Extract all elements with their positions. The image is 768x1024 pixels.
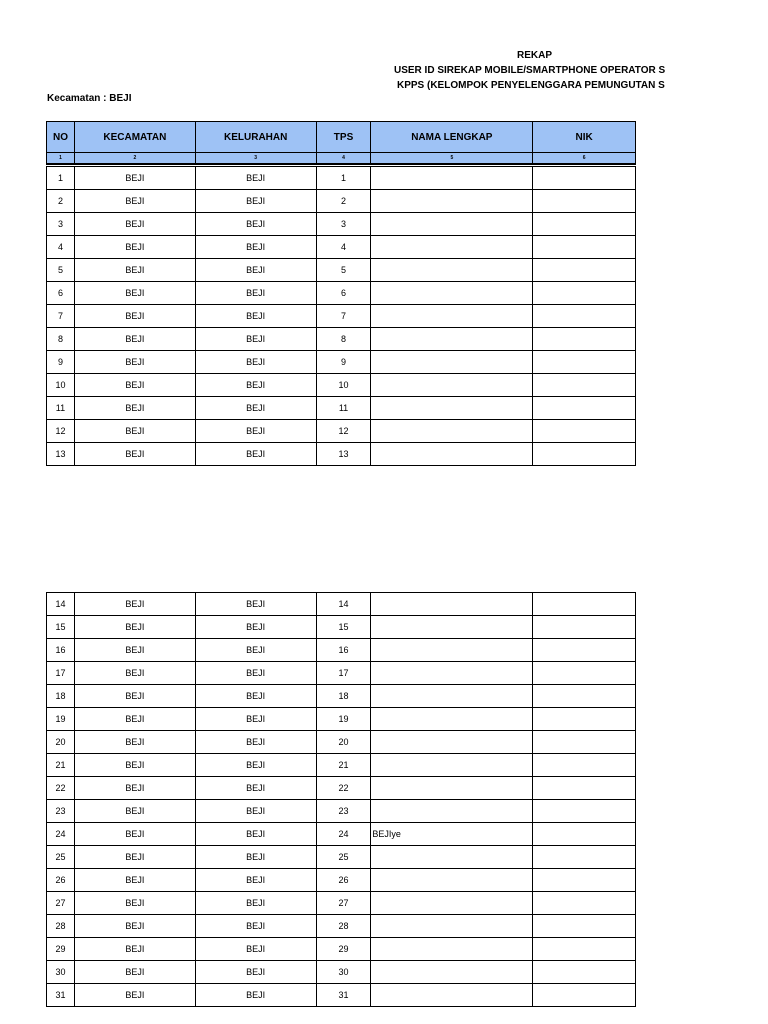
cell-kelurahan[interactable]: BEJI [195, 869, 316, 892]
cell-no[interactable]: 10 [47, 374, 75, 397]
cell-nik[interactable] [533, 420, 636, 443]
cell-kelurahan[interactable]: BEJI [195, 420, 316, 443]
table-row [47, 236, 636, 259]
cell-nama-lengkap[interactable] [371, 915, 533, 938]
cell-kecamatan[interactable]: BEJI [74, 351, 195, 374]
cell-kecamatan[interactable]: BEJI [74, 823, 195, 846]
cell-tps[interactable]: 29 [316, 938, 371, 961]
cell-kelurahan[interactable]: BEJI [195, 213, 316, 236]
cell-tps[interactable]: 6 [316, 282, 371, 305]
cell-nama-lengkap[interactable] [371, 443, 533, 466]
cell-tps[interactable]: 3 [316, 213, 371, 236]
cell-no[interactable]: 12 [47, 420, 75, 443]
cell-kelurahan[interactable]: BEJI [195, 662, 316, 685]
table-row [47, 167, 636, 190]
cell-nik[interactable] [533, 639, 636, 662]
cell-kecamatan[interactable]: BEJI [74, 708, 195, 731]
table-row [47, 823, 636, 846]
cell-nik[interactable] [533, 236, 636, 259]
cell-nama-lengkap[interactable] [371, 892, 533, 915]
table-row [47, 869, 636, 892]
cell-tps[interactable]: 16 [316, 639, 371, 662]
table-row [47, 259, 636, 282]
cell-nama-lengkap[interactable] [371, 190, 533, 213]
table-row [47, 374, 636, 397]
cell-tps[interactable]: 10 [316, 374, 371, 397]
table-row [47, 731, 636, 754]
cell-nama-lengkap[interactable] [371, 374, 533, 397]
cell-nik[interactable] [533, 282, 636, 305]
header-row [47, 122, 636, 153]
cell-kelurahan[interactable]: BEJI [195, 259, 316, 282]
header-kecamatan: KECAMATAN [74, 122, 195, 153]
cell-tps[interactable]: 8 [316, 328, 371, 351]
cell-tps[interactable]: 18 [316, 685, 371, 708]
cell-kelurahan[interactable]: BEJI [195, 328, 316, 351]
cell-kelurahan[interactable]: BEJI [195, 892, 316, 915]
cell-nik[interactable] [533, 685, 636, 708]
table-row [47, 328, 636, 351]
cell-nik[interactable] [533, 259, 636, 282]
cell-nik[interactable] [533, 823, 636, 846]
cell-kecamatan[interactable]: BEJI [74, 593, 195, 616]
cell-kecamatan[interactable]: BEJI [74, 282, 195, 305]
cell-no[interactable]: 25 [47, 846, 75, 869]
cell-nama-lengkap[interactable] [371, 984, 533, 1007]
cell-no[interactable]: 21 [47, 754, 75, 777]
cell-nik[interactable] [533, 443, 636, 466]
cell-kecamatan[interactable]: BEJI [74, 961, 195, 984]
cell-tps[interactable]: 20 [316, 731, 371, 754]
cell-kelurahan[interactable]: BEJI [195, 754, 316, 777]
cell-no[interactable]: 18 [47, 685, 75, 708]
cell-nama-lengkap[interactable] [371, 420, 533, 443]
header-kelurahan: KELURAHAN [195, 122, 316, 153]
table-row [47, 420, 636, 443]
cell-kecamatan[interactable]: BEJI [74, 616, 195, 639]
cell-nama-lengkap[interactable] [371, 685, 533, 708]
cell-no[interactable]: 11 [47, 397, 75, 420]
cell-no[interactable]: 6 [47, 282, 75, 305]
cell-nama-lengkap[interactable] [371, 236, 533, 259]
cell-kelurahan[interactable]: BEJI [195, 593, 316, 616]
cell-kelurahan[interactable]: BEJI [195, 915, 316, 938]
table-row [47, 305, 636, 328]
cell-tps[interactable]: 22 [316, 777, 371, 800]
cell-tps[interactable]: 4 [316, 236, 371, 259]
cell-nama-lengkap[interactable] [371, 639, 533, 662]
cell-kecamatan[interactable]: BEJI [74, 397, 195, 420]
cell-tps[interactable]: 25 [316, 846, 371, 869]
cell-tps[interactable]: 28 [316, 915, 371, 938]
cell-kecamatan[interactable]: BEJI [74, 443, 195, 466]
cell-no[interactable]: 24 [47, 823, 75, 846]
cell-kecamatan[interactable]: BEJI [74, 190, 195, 213]
cell-no[interactable]: 23 [47, 800, 75, 823]
header-nik: NIK [533, 122, 636, 153]
cell-nama-lengkap[interactable] [371, 938, 533, 961]
cell-kecamatan[interactable]: BEJI [74, 662, 195, 685]
cell-nik[interactable] [533, 777, 636, 800]
cell-nik[interactable] [533, 846, 636, 869]
cell-kelurahan[interactable]: BEJI [195, 305, 316, 328]
cell-nama-lengkap[interactable] [371, 351, 533, 374]
cell-nik[interactable] [533, 915, 636, 938]
table-row [47, 800, 636, 823]
cell-kecamatan[interactable]: BEJI [74, 846, 195, 869]
cell-kecamatan[interactable]: BEJI [74, 420, 195, 443]
cell-kelurahan[interactable]: BEJI [195, 708, 316, 731]
cell-kelurahan[interactable]: BEJI [195, 800, 316, 823]
cell-no[interactable]: 26 [47, 869, 75, 892]
cell-kelurahan[interactable]: BEJI [195, 777, 316, 800]
cell-kecamatan[interactable]: BEJI [74, 938, 195, 961]
cell-kecamatan[interactable]: BEJI [74, 328, 195, 351]
cell-kecamatan[interactable]: BEJI [74, 259, 195, 282]
cell-nik[interactable] [533, 190, 636, 213]
cell-kelurahan[interactable]: BEJI [195, 443, 316, 466]
cell-no[interactable]: 16 [47, 639, 75, 662]
report-title: REKAP [517, 50, 553, 61]
header-no: NO [47, 122, 75, 153]
cell-no[interactable]: 3 [47, 213, 75, 236]
cell-kelurahan[interactable]: BEJI [195, 984, 316, 1007]
cell-nik[interactable] [533, 731, 636, 754]
data-table-page-2 [46, 592, 636, 1007]
cell-nik[interactable] [533, 984, 636, 1007]
table-row [47, 777, 636, 800]
cell-nama-lengkap[interactable] [371, 800, 533, 823]
cell-tps[interactable]: 23 [316, 800, 371, 823]
cell-no[interactable]: 22 [47, 777, 75, 800]
cell-no[interactable]: 20 [47, 731, 75, 754]
cell-tps[interactable]: 30 [316, 961, 371, 984]
cell-nama-lengkap[interactable] [371, 593, 533, 616]
cell-no[interactable]: 4 [47, 236, 75, 259]
cell-kecamatan[interactable]: BEJI [74, 685, 195, 708]
cell-nik[interactable] [533, 754, 636, 777]
cell-kecamatan[interactable]: BEJI [74, 213, 195, 236]
cell-tps[interactable]: 9 [316, 351, 371, 374]
cell-tps[interactable]: 2 [316, 190, 371, 213]
cell-no[interactable]: 8 [47, 328, 75, 351]
cell-tps[interactable]: 5 [316, 259, 371, 282]
column-number: 3 [195, 153, 316, 164]
cell-nik[interactable] [533, 593, 636, 616]
cell-nama-lengkap[interactable] [371, 328, 533, 351]
header-nama-lengkap: NAMA LENGKAP [371, 122, 533, 153]
table-row [47, 915, 636, 938]
table-header [46, 121, 636, 165]
cell-nama-lengkap[interactable] [371, 961, 533, 984]
cell-kelurahan[interactable]: BEJI [195, 639, 316, 662]
cell-nik[interactable] [533, 213, 636, 236]
cell-no[interactable]: 31 [47, 984, 75, 1007]
cell-kelurahan[interactable]: BEJI [195, 731, 316, 754]
cell-kecamatan[interactable]: BEJI [74, 800, 195, 823]
cell-no[interactable]: 7 [47, 305, 75, 328]
cell-kecamatan[interactable]: BEJI [74, 374, 195, 397]
table-row [47, 397, 636, 420]
cell-tps[interactable]: 12 [316, 420, 371, 443]
cell-tps[interactable]: 21 [316, 754, 371, 777]
cell-nama-lengkap[interactable] [371, 616, 533, 639]
report-subtitle-2: KPPS (KELOMPOK PENYELENGGARA PEMUNGUTAN S [397, 80, 665, 91]
header-tps: TPS [316, 122, 371, 153]
cell-nama-lengkap[interactable] [371, 282, 533, 305]
cell-kecamatan[interactable]: BEJI [74, 731, 195, 754]
cell-no[interactable]: 2 [47, 190, 75, 213]
cell-tps[interactable]: 13 [316, 443, 371, 466]
cell-kelurahan[interactable]: BEJI [195, 397, 316, 420]
cell-nik[interactable] [533, 800, 636, 823]
cell-nama-lengkap[interactable] [371, 869, 533, 892]
cell-no[interactable]: 19 [47, 708, 75, 731]
cell-kelurahan[interactable]: BEJI [195, 236, 316, 259]
table-row [47, 213, 636, 236]
cell-nik[interactable] [533, 328, 636, 351]
table-row [47, 938, 636, 961]
cell-kelurahan[interactable]: BEJI [195, 351, 316, 374]
table-row [47, 685, 636, 708]
cell-nama-lengkap[interactable] [371, 213, 533, 236]
table-row [47, 961, 636, 984]
cell-nama-lengkap[interactable] [371, 662, 533, 685]
cell-nik[interactable] [533, 708, 636, 731]
cell-nama-lengkap[interactable] [371, 708, 533, 731]
cell-nama-lengkap[interactable]: BEJIye [371, 823, 533, 846]
cell-kelurahan[interactable]: BEJI [195, 685, 316, 708]
table-row [47, 984, 636, 1007]
cell-kecamatan[interactable]: BEJI [74, 305, 195, 328]
cell-nama-lengkap[interactable] [371, 167, 533, 190]
cell-tps[interactable]: 14 [316, 593, 371, 616]
cell-tps[interactable]: 15 [316, 616, 371, 639]
cell-no[interactable]: 28 [47, 915, 75, 938]
table-row [47, 662, 636, 685]
cell-kecamatan[interactable]: BEJI [74, 915, 195, 938]
table-row [47, 351, 636, 374]
cell-nik[interactable] [533, 305, 636, 328]
cell-nik[interactable] [533, 616, 636, 639]
cell-kelurahan[interactable]: BEJI [195, 374, 316, 397]
cell-nik[interactable] [533, 938, 636, 961]
column-number: 5 [371, 153, 533, 164]
cell-nama-lengkap[interactable] [371, 259, 533, 282]
table-row [47, 754, 636, 777]
cell-nik[interactable] [533, 374, 636, 397]
cell-nama-lengkap[interactable] [371, 846, 533, 869]
cell-no[interactable]: 27 [47, 892, 75, 915]
report-subtitle: USER ID SIREKAP MOBILE/SMARTPHONE OPERATOR S [394, 65, 666, 76]
cell-nama-lengkap[interactable] [371, 754, 533, 777]
cell-no[interactable]: 9 [47, 351, 75, 374]
cell-tps[interactable]: 11 [316, 397, 371, 420]
cell-nama-lengkap[interactable] [371, 305, 533, 328]
cell-kelurahan[interactable]: BEJI [195, 823, 316, 846]
column-number-row [47, 153, 636, 164]
cell-tps[interactable]: 17 [316, 662, 371, 685]
cell-tps[interactable]: 19 [316, 708, 371, 731]
cell-nik[interactable] [533, 892, 636, 915]
cell-tps[interactable]: 24 [316, 823, 371, 846]
cell-tps[interactable]: 7 [316, 305, 371, 328]
table-row [47, 443, 636, 466]
cell-kecamatan[interactable]: BEJI [74, 639, 195, 662]
cell-no[interactable]: 30 [47, 961, 75, 984]
table-row [47, 639, 636, 662]
cell-tps[interactable]: 1 [316, 167, 371, 190]
data-table-page-1 [46, 166, 636, 466]
cell-kelurahan[interactable]: BEJI [195, 616, 316, 639]
cell-kelurahan[interactable]: BEJI [195, 282, 316, 305]
column-number: 4 [316, 153, 371, 164]
cell-kelurahan[interactable]: BEJI [195, 190, 316, 213]
cell-nik[interactable] [533, 961, 636, 984]
cell-no[interactable]: 1 [47, 167, 75, 190]
table-row [47, 282, 636, 305]
column-number: 2 [74, 153, 195, 164]
cell-nik[interactable] [533, 869, 636, 892]
cell-nik[interactable] [533, 662, 636, 685]
table-row [47, 190, 636, 213]
cell-nik[interactable] [533, 351, 636, 374]
table-row [47, 708, 636, 731]
cell-kelurahan[interactable]: BEJI [195, 961, 316, 984]
cell-kecamatan[interactable]: BEJI [74, 892, 195, 915]
cell-kecamatan[interactable]: BEJI [74, 869, 195, 892]
cell-no[interactable]: 5 [47, 259, 75, 282]
cell-no[interactable]: 13 [47, 443, 75, 466]
cell-nama-lengkap[interactable] [371, 731, 533, 754]
cell-no[interactable]: 17 [47, 662, 75, 685]
cell-nama-lengkap[interactable] [371, 777, 533, 800]
cell-kecamatan[interactable]: BEJI [74, 777, 195, 800]
column-number: 1 [47, 153, 75, 164]
cell-kecamatan[interactable]: BEJI [74, 167, 195, 190]
cell-kecamatan[interactable]: BEJI [74, 236, 195, 259]
table-row [47, 616, 636, 639]
cell-kecamatan[interactable]: BEJI [74, 984, 195, 1007]
cell-tps[interactable]: 27 [316, 892, 371, 915]
cell-no[interactable]: 14 [47, 593, 75, 616]
cell-kelurahan[interactable]: BEJI [195, 846, 316, 869]
kecamatan-label: Kecamatan : BEJI [47, 93, 132, 104]
cell-nik[interactable] [533, 167, 636, 190]
table-row [47, 593, 636, 616]
cell-nik[interactable] [533, 397, 636, 420]
table-row [47, 846, 636, 869]
cell-tps[interactable]: 31 [316, 984, 371, 1007]
cell-no[interactable]: 29 [47, 938, 75, 961]
table-row [47, 892, 636, 915]
cell-tps[interactable]: 26 [316, 869, 371, 892]
column-number: 6 [533, 153, 636, 164]
cell-kelurahan[interactable]: BEJI [195, 167, 316, 190]
cell-no[interactable]: 15 [47, 616, 75, 639]
cell-kelurahan[interactable]: BEJI [195, 938, 316, 961]
cell-kecamatan[interactable]: BEJI [74, 754, 195, 777]
cell-nama-lengkap[interactable] [371, 397, 533, 420]
